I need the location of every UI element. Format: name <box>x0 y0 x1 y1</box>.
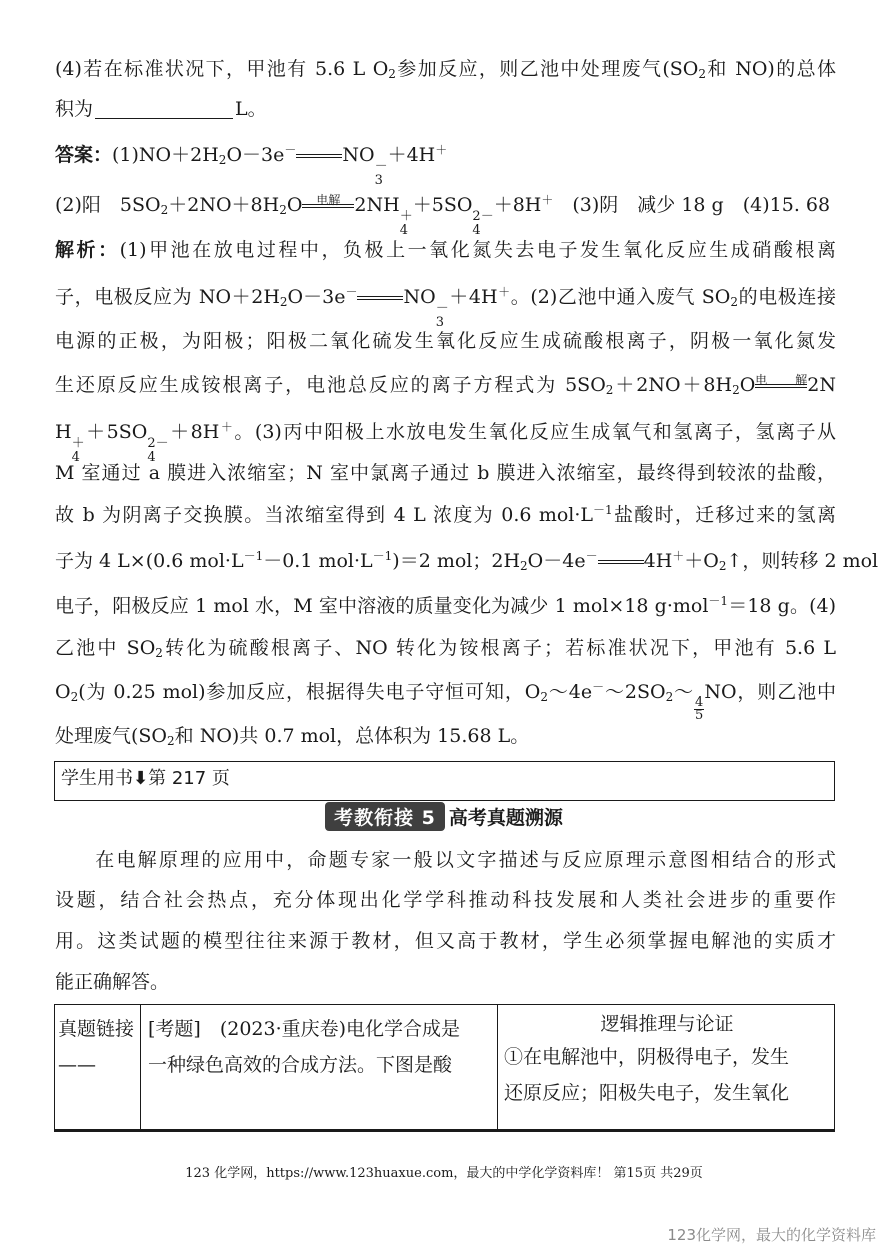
answer-label: 答案： <box>55 144 113 166</box>
down-arrow-icon: ⬇ <box>133 768 149 789</box>
analysis-line-4: 生还原反应生成铵根离子，电池总反应的离子方程式为 $5SO_2+2NO+8H_2O$ 电解 2N <box>55 373 836 397</box>
analysis-line-5: H ＋ 4 ＋5SO 2－ 4 ＋8H＋。(3)丙中阳极上水放电发生氧化反应生成氧气和氢离子，氢离子从 <box>55 420 836 465</box>
student-book-reference: 学生用书⬇第 217 页 <box>54 761 835 801</box>
answer-blank[interactable] <box>95 98 233 119</box>
section-tag: 考教衔接 5 <box>325 802 445 831</box>
analysis-line-9: 电子，阳极反应 1 mol 水，M 室中溶液的质量变化为减少 1 mol×18 g·mol$^{-1}$＝18 g。(4) <box>55 594 836 617</box>
intro-line-2: 设题，结合社会热点，充分体现出化学学科推动科技发展和人类社会进步的重要作 <box>55 889 836 911</box>
question-4-line-2: 积为 L。 <box>55 98 267 120</box>
analysis-line-1: 解析：(1)甲池在放电过程中，负极上一氧化氮失去电子发生氧化反应生成硝酸根离 <box>55 239 836 261</box>
analysis-line-3: 电源的正极，为阳极；阳极二氧化硫发生氧化反应生成硫酸根离子，阴极一氧化氮发 <box>55 330 836 352</box>
analysis-line-10: 乙池中 $SO_2$转化为硫酸根离子、NO 转化为铵根离子；若标准状况下，甲池有 5.6 L <box>55 637 837 660</box>
analysis-line-12: 处理废气($SO_2$和 NO)共 0.7 mol，总体积为 15.68 L。 <box>55 725 530 748</box>
watermark: 123化学网，最大的化学资料库 <box>667 1226 876 1244</box>
exam-link-table <box>54 1004 835 1132</box>
page-footer: 123 化学网，https://www.123huaxue.com，最大的中学化学资料库！ 第15页 共29页 <box>185 1166 703 1181</box>
intro-line-3: 用。这类试题的模型往往来源于教材，但又高于教材，学生必须掌握电解池的实质才 <box>55 930 836 952</box>
analysis-line-8: 子为 4 L×(0.6 $mol\cdot L^{-1}-0.1$ $mol\cdot L^{-1})=2$ mol；$2H_2O-4e^-$ $4H^++O_2↑$，则转移 2 mol <box>55 549 879 573</box>
table-cell-reasoning: 逻辑推理与论证 ①在电解池中，阴极得电子，发生 还原反应；阳极失电子，发生氧化 <box>498 1005 834 1129</box>
answer-line-1: 答案：$(1)NO+2H_2O-3e^-$ NO － 3 ＋4H＋ <box>55 143 448 188</box>
table-cell-question: [考题] (2023·重庆卷)电化学合成是 一种绿色高效的合成方法。下图是酸 <box>141 1005 498 1129</box>
section-title: 高考真题溯源 <box>448 807 563 829</box>
question-4-line-1: (4)若在标准状况下，甲池有 5.6 L $O_2$参加反应，则乙池中处理废气($SO_2$和 NO)的总体 <box>55 58 837 81</box>
reasoning-heading: 逻辑推理与论证 <box>600 1013 734 1035</box>
analysis-line-2: 子，电极反应为 $NO+2H_2O-3e^-$ NO － 3 ＋4H＋。(2)乙池中通入废气 $SO_2$的电极连接 <box>55 285 836 330</box>
intro-line-4: 能正确解答。 <box>55 971 170 993</box>
answer-line-2: (2)阳 $5SO_2+2NO+8H_2O$ 电解 2NH ＋ 4 ＋5SO 2－ 4 ＋8H＋ (3)阴 减少 18 g (4)15. 68 <box>55 193 831 238</box>
section-banner <box>0 802 888 832</box>
analysis-line-11: $O_2$(为 0.25 mol)参加反应，根据得失电子守恒可知，$O_2\sim 4e^-\sim 2SO_2\sim$ $\frac{4}{5}$ NO，则乙池中 <box>55 680 836 723</box>
analysis-line-7: 故 b 为阴离子交换膜。当浓缩室得到 4 L 浓度为 0.6 $mol\cdot L^{-1}$盐酸时，迁移过来的氢离 <box>55 503 836 526</box>
intro-line-1: 在电解原理的应用中，命题专家一般以文字描述与反应原理示意图相结合的形式 <box>93 849 836 871</box>
analysis-label: 解析： <box>55 239 120 261</box>
analysis-line-6: M 室通过 a 膜进入浓缩室；N 室中氯离子通过 b 膜进入浓缩室，最终得到较浓的盐酸， <box>55 462 836 484</box>
table-cell-exam-link: 真题链接 —— <box>55 1005 141 1129</box>
